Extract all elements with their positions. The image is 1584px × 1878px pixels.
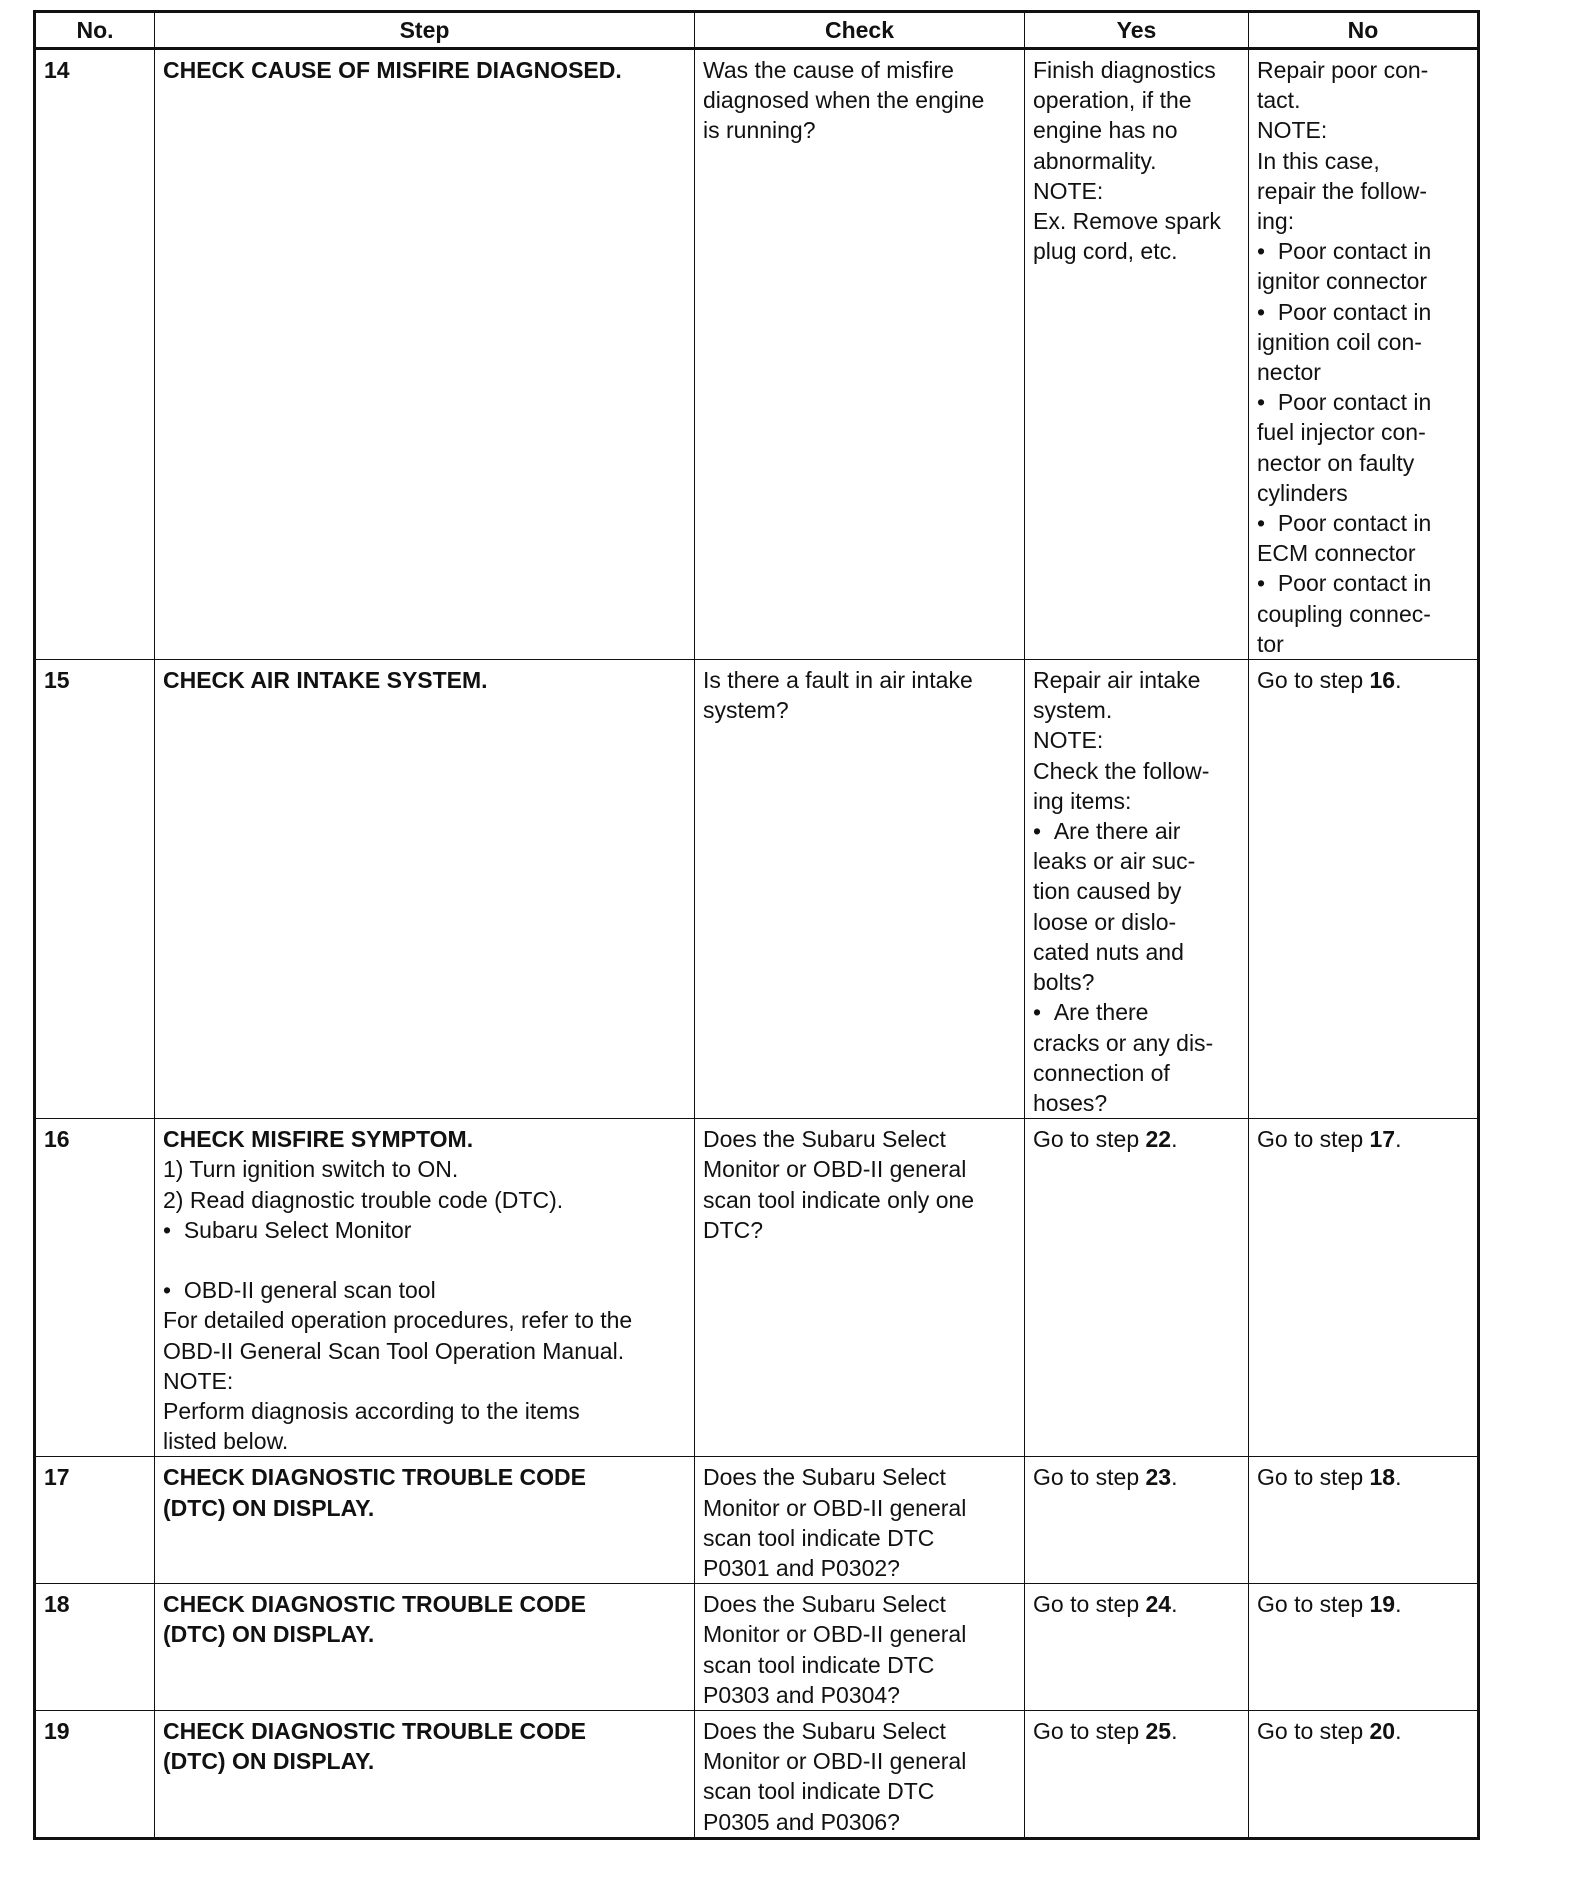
blank-line [163, 1245, 687, 1275]
no-goto [1257, 1589, 1470, 1619]
step-line: 1) Turn ignition switch to ON. [163, 1156, 459, 1183]
goto-prefix: Go to step [1033, 1717, 1146, 1744]
no-cell [1249, 660, 1479, 1119]
goto-step-number: 19 [1369, 1591, 1396, 1618]
bullet-continuation: loose or dislo- [1033, 908, 1177, 935]
yes-cell [1025, 1119, 1249, 1457]
yes-goto [1033, 1124, 1241, 1154]
step-cell [155, 1584, 695, 1711]
check-line: P0301 and P0302? [703, 1554, 900, 1581]
table-header-row [35, 12, 1479, 49]
yes-line: plug cord, etc. [1033, 238, 1178, 265]
yes-line: Check the follow- [1033, 757, 1210, 784]
step-cell [155, 49, 695, 660]
yes-line: operation, if the [1033, 87, 1192, 114]
bullet-item: • Subaru Select Monitor [163, 1215, 687, 1245]
check-cell [695, 660, 1025, 1119]
row-number: 18 [35, 1584, 155, 1711]
yes-goto [1033, 1589, 1241, 1619]
yes-line: NOTE: [1033, 177, 1104, 204]
bullet-continuation: fuel injector con- [1257, 419, 1426, 446]
yes-line: NOTE: [1033, 727, 1104, 754]
step-title: CHECK DIAGNOSTIC TROUBLE CODE [163, 1717, 586, 1744]
goto-step-number: 24 [1145, 1591, 1172, 1618]
yes-cell [1025, 49, 1249, 660]
goto-suffix: . [1395, 1717, 1402, 1744]
goto-suffix: . [1395, 1464, 1402, 1491]
check-line: scan tool indicate DTC [703, 1651, 935, 1678]
no-cell [1249, 1119, 1479, 1457]
header-check: Check [695, 12, 1025, 49]
goto-step-number: 23 [1145, 1464, 1172, 1491]
goto-step-number: 22 [1145, 1126, 1172, 1153]
no-goto [1257, 1462, 1470, 1492]
no-line: tact. [1257, 87, 1301, 114]
step-title: CHECK CAUSE OF MISFIRE DIAGNOSED. [163, 57, 622, 83]
bullet-continuation: ECM connector [1257, 540, 1416, 567]
no-goto [1257, 1716, 1470, 1746]
goto-suffix: . [1171, 1126, 1178, 1153]
check-cell [695, 49, 1025, 660]
bullet-continuation: ignitor connector [1257, 268, 1428, 295]
no-goto [1257, 665, 1470, 695]
goto-step-number: 16 [1369, 667, 1396, 694]
bullet-item: • OBD-II general scan tool [163, 1275, 687, 1305]
check-line: Was the cause of misfire [703, 57, 954, 83]
step-cell [155, 1119, 695, 1457]
goto-prefix: Go to step [1257, 1591, 1370, 1618]
bullet-continuation: cated nuts and [1033, 938, 1184, 965]
header-step: Step [155, 12, 695, 49]
step-title: CHECK MISFIRE SYMPTOM. [163, 1126, 474, 1153]
yes-goto [1033, 1716, 1241, 1746]
step-line: 2) Read diagnostic trouble code (DTC). [163, 1186, 564, 1213]
bullet-item: • Poor contact in [1257, 568, 1470, 598]
no-line: ing: [1257, 208, 1295, 235]
check-cell [695, 1710, 1025, 1838]
goto-suffix: . [1395, 1591, 1402, 1618]
bullet-continuation: nector on faulty [1257, 449, 1415, 476]
check-line: Monitor or OBD-II general [703, 1156, 967, 1183]
diagnostic-table [33, 10, 1480, 1840]
goto-step-number: 25 [1145, 1717, 1172, 1744]
check-line: P0303 and P0304? [703, 1681, 900, 1708]
check-line: Monitor or OBD-II general [703, 1748, 967, 1775]
check-line: Is there a fault in air intake [703, 667, 973, 694]
step-title: (DTC) ON DISPLAY. [163, 1494, 375, 1521]
step-title: CHECK DIAGNOSTIC TROUBLE CODE [163, 1464, 586, 1491]
step-line: OBD-II General Scan Tool Operation Manual. [163, 1337, 625, 1364]
check-line: Does the Subaru Select [703, 1717, 946, 1744]
bullet-continuation: nector [1257, 359, 1321, 386]
goto-prefix: Go to step [1257, 1717, 1370, 1744]
table-row-15 [35, 660, 1479, 1119]
check-line: scan tool indicate DTC [703, 1778, 935, 1805]
yes-cell [1025, 660, 1249, 1119]
yes-line: Ex. Remove spark [1033, 208, 1221, 235]
table-row-17 [35, 1457, 1479, 1584]
goto-suffix: . [1171, 1717, 1178, 1744]
no-line: In this case, [1257, 147, 1380, 174]
row-number: 19 [35, 1710, 155, 1838]
step-title: CHECK DIAGNOSTIC TROUBLE CODE [163, 1591, 586, 1618]
no-line: repair the follow- [1257, 177, 1428, 204]
step-line: listed below. [163, 1428, 289, 1455]
bullet-continuation: tor [1257, 630, 1284, 657]
yes-line: abnormality. [1033, 147, 1157, 174]
goto-prefix: Go to step [1033, 1591, 1146, 1618]
step-title: CHECK AIR INTAKE SYSTEM. [163, 667, 488, 694]
goto-prefix: Go to step [1257, 1126, 1370, 1153]
yes-line: Repair air intake [1033, 667, 1201, 694]
goto-step-number: 20 [1369, 1717, 1396, 1744]
no-goto [1257, 1124, 1470, 1154]
goto-step-number: 17 [1369, 1126, 1396, 1153]
bullet-item: • Poor contact in [1257, 297, 1470, 327]
goto-suffix: . [1171, 1591, 1178, 1618]
goto-prefix: Go to step [1033, 1126, 1146, 1153]
step-cell [155, 660, 695, 1119]
yes-goto [1033, 1462, 1241, 1492]
no-cell [1249, 1457, 1479, 1584]
yes-line: ing items: [1033, 787, 1132, 814]
no-cell [1249, 1584, 1479, 1711]
yes-line: system. [1033, 697, 1113, 724]
table-row-14 [35, 49, 1479, 660]
step-title: (DTC) ON DISPLAY. [163, 1621, 375, 1648]
bullet-continuation: connection of [1033, 1059, 1170, 1086]
goto-prefix: Go to step [1257, 1464, 1370, 1491]
check-line: is running? [703, 117, 816, 144]
bullet-item: • Poor contact in [1257, 236, 1470, 266]
table-row-19 [35, 1710, 1479, 1838]
check-line: scan tool indicate only one [703, 1186, 975, 1213]
bullet-continuation: cracks or any dis- [1033, 1029, 1214, 1056]
yes-cell [1025, 1710, 1249, 1838]
bullet-continuation: hoses? [1033, 1089, 1108, 1116]
row-number: 15 [35, 660, 155, 1119]
bullet-continuation: tion caused by [1033, 878, 1182, 905]
bullet-continuation: cylinders [1257, 479, 1348, 506]
bullet-item: • Are there air [1033, 816, 1241, 846]
bullet-continuation: coupling connec- [1257, 600, 1431, 627]
check-cell [695, 1584, 1025, 1711]
check-line: P0305 and P0306? [703, 1808, 900, 1835]
no-line: NOTE: [1257, 117, 1328, 144]
bullet-continuation: ignition coil con- [1257, 328, 1422, 355]
header-yes: Yes [1025, 12, 1249, 49]
step-line: For detailed operation procedures, refer to the [163, 1307, 633, 1334]
goto-suffix: . [1395, 1126, 1402, 1153]
step-cell [155, 1710, 695, 1838]
check-line: Monitor or OBD-II general [703, 1621, 967, 1648]
check-cell [695, 1457, 1025, 1584]
check-line: diagnosed when the engine [703, 87, 985, 114]
yes-line: Finish diagnostics [1033, 57, 1216, 83]
no-cell [1249, 49, 1479, 660]
yes-cell [1025, 1584, 1249, 1711]
goto-prefix: Go to step [1257, 667, 1370, 694]
check-line: scan tool indicate DTC [703, 1524, 935, 1551]
goto-suffix: . [1171, 1464, 1178, 1491]
goto-prefix: Go to step [1033, 1464, 1146, 1491]
row-number: 17 [35, 1457, 155, 1584]
table-row-16 [35, 1119, 1479, 1457]
step-title: (DTC) ON DISPLAY. [163, 1748, 375, 1775]
check-line: DTC? [703, 1216, 764, 1243]
check-line: Does the Subaru Select [703, 1591, 946, 1618]
check-cell [695, 1119, 1025, 1457]
check-line: Does the Subaru Select [703, 1126, 946, 1153]
step-line: Perform diagnosis according to the items [163, 1397, 580, 1424]
check-line: Monitor or OBD-II general [703, 1494, 967, 1521]
bullet-item: • Poor contact in [1257, 387, 1470, 417]
bullet-continuation: bolts? [1033, 969, 1095, 996]
step-cell [155, 1457, 695, 1584]
bullet-item: • Are there [1033, 997, 1241, 1027]
bullet-continuation: leaks or air suc- [1033, 848, 1196, 875]
header-no: No. [35, 12, 155, 49]
yes-cell [1025, 1457, 1249, 1584]
goto-step-number: 18 [1369, 1464, 1396, 1491]
no-line: Repair poor con- [1257, 57, 1429, 83]
check-line: system? [703, 697, 789, 724]
step-line: NOTE: [163, 1367, 234, 1394]
table-row-18 [35, 1584, 1479, 1711]
bullet-item: • Poor contact in [1257, 508, 1470, 538]
row-number: 14 [35, 49, 155, 660]
row-number: 16 [35, 1119, 155, 1457]
header-no-column: No [1249, 12, 1479, 49]
yes-line: engine has no [1033, 117, 1178, 144]
goto-suffix: . [1395, 667, 1402, 694]
no-cell [1249, 1710, 1479, 1838]
check-line: Does the Subaru Select [703, 1464, 946, 1491]
